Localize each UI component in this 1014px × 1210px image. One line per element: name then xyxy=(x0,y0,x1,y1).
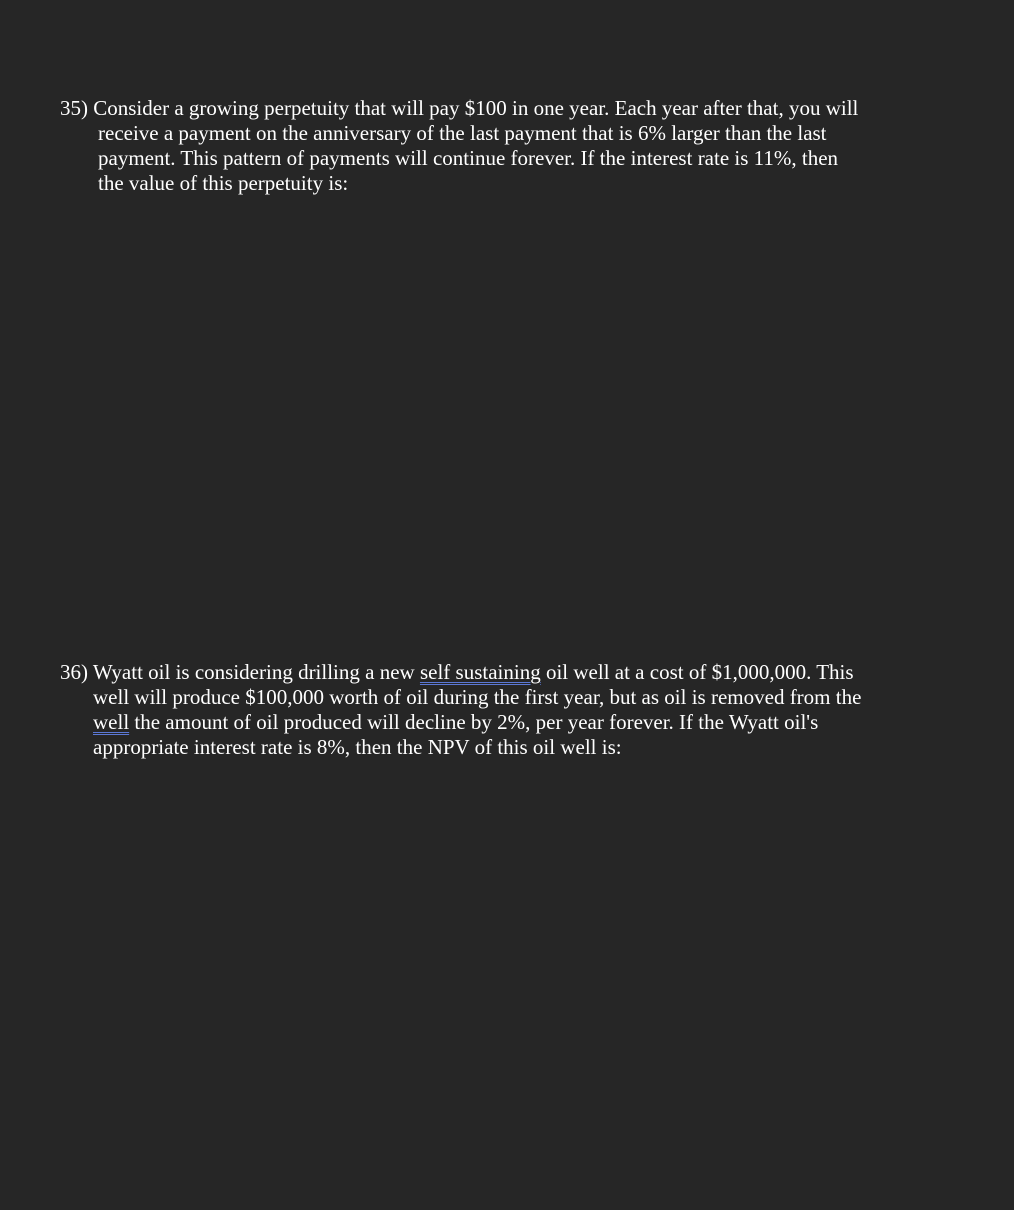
spellcheck-flagged-word[interactable]: self sustaining xyxy=(419,660,541,684)
question-36-line-2: well will produce $100,000 worth of oil during the first year, but as oil is removed from the xyxy=(93,685,862,709)
question-36-text: oil well at a cost of $1,000,000. This xyxy=(540,660,854,684)
question-36-text: the amount of oil produced will decline by 2%, per year forever. If the Wyatt oil's xyxy=(129,710,819,734)
question-36-line-3 xyxy=(60,710,940,735)
question-35-line-1: 35) Consider a growing perpetuity that will pay $100 in one year. Each year after that, you will xyxy=(60,96,859,120)
question-36-line-1 xyxy=(60,660,940,685)
question-36-line-4: appropriate interest rate is 8%, then the NPV of this oil well is: xyxy=(93,735,622,759)
question-35 xyxy=(60,96,940,196)
question-35-line-2: receive a payment on the anniversary of the last payment that is 6% larger than the last xyxy=(98,121,827,145)
question-36 xyxy=(60,660,940,760)
question-35-line-4: the value of this perpetuity is: xyxy=(98,171,349,195)
question-35-line-3: payment. This pattern of payments will continue forever. If the interest rate is 11%, then xyxy=(98,146,839,170)
spellcheck-flagged-word[interactable]: well xyxy=(93,710,130,734)
question-36-text: 36) Wyatt oil is considering drilling a new xyxy=(60,660,420,684)
